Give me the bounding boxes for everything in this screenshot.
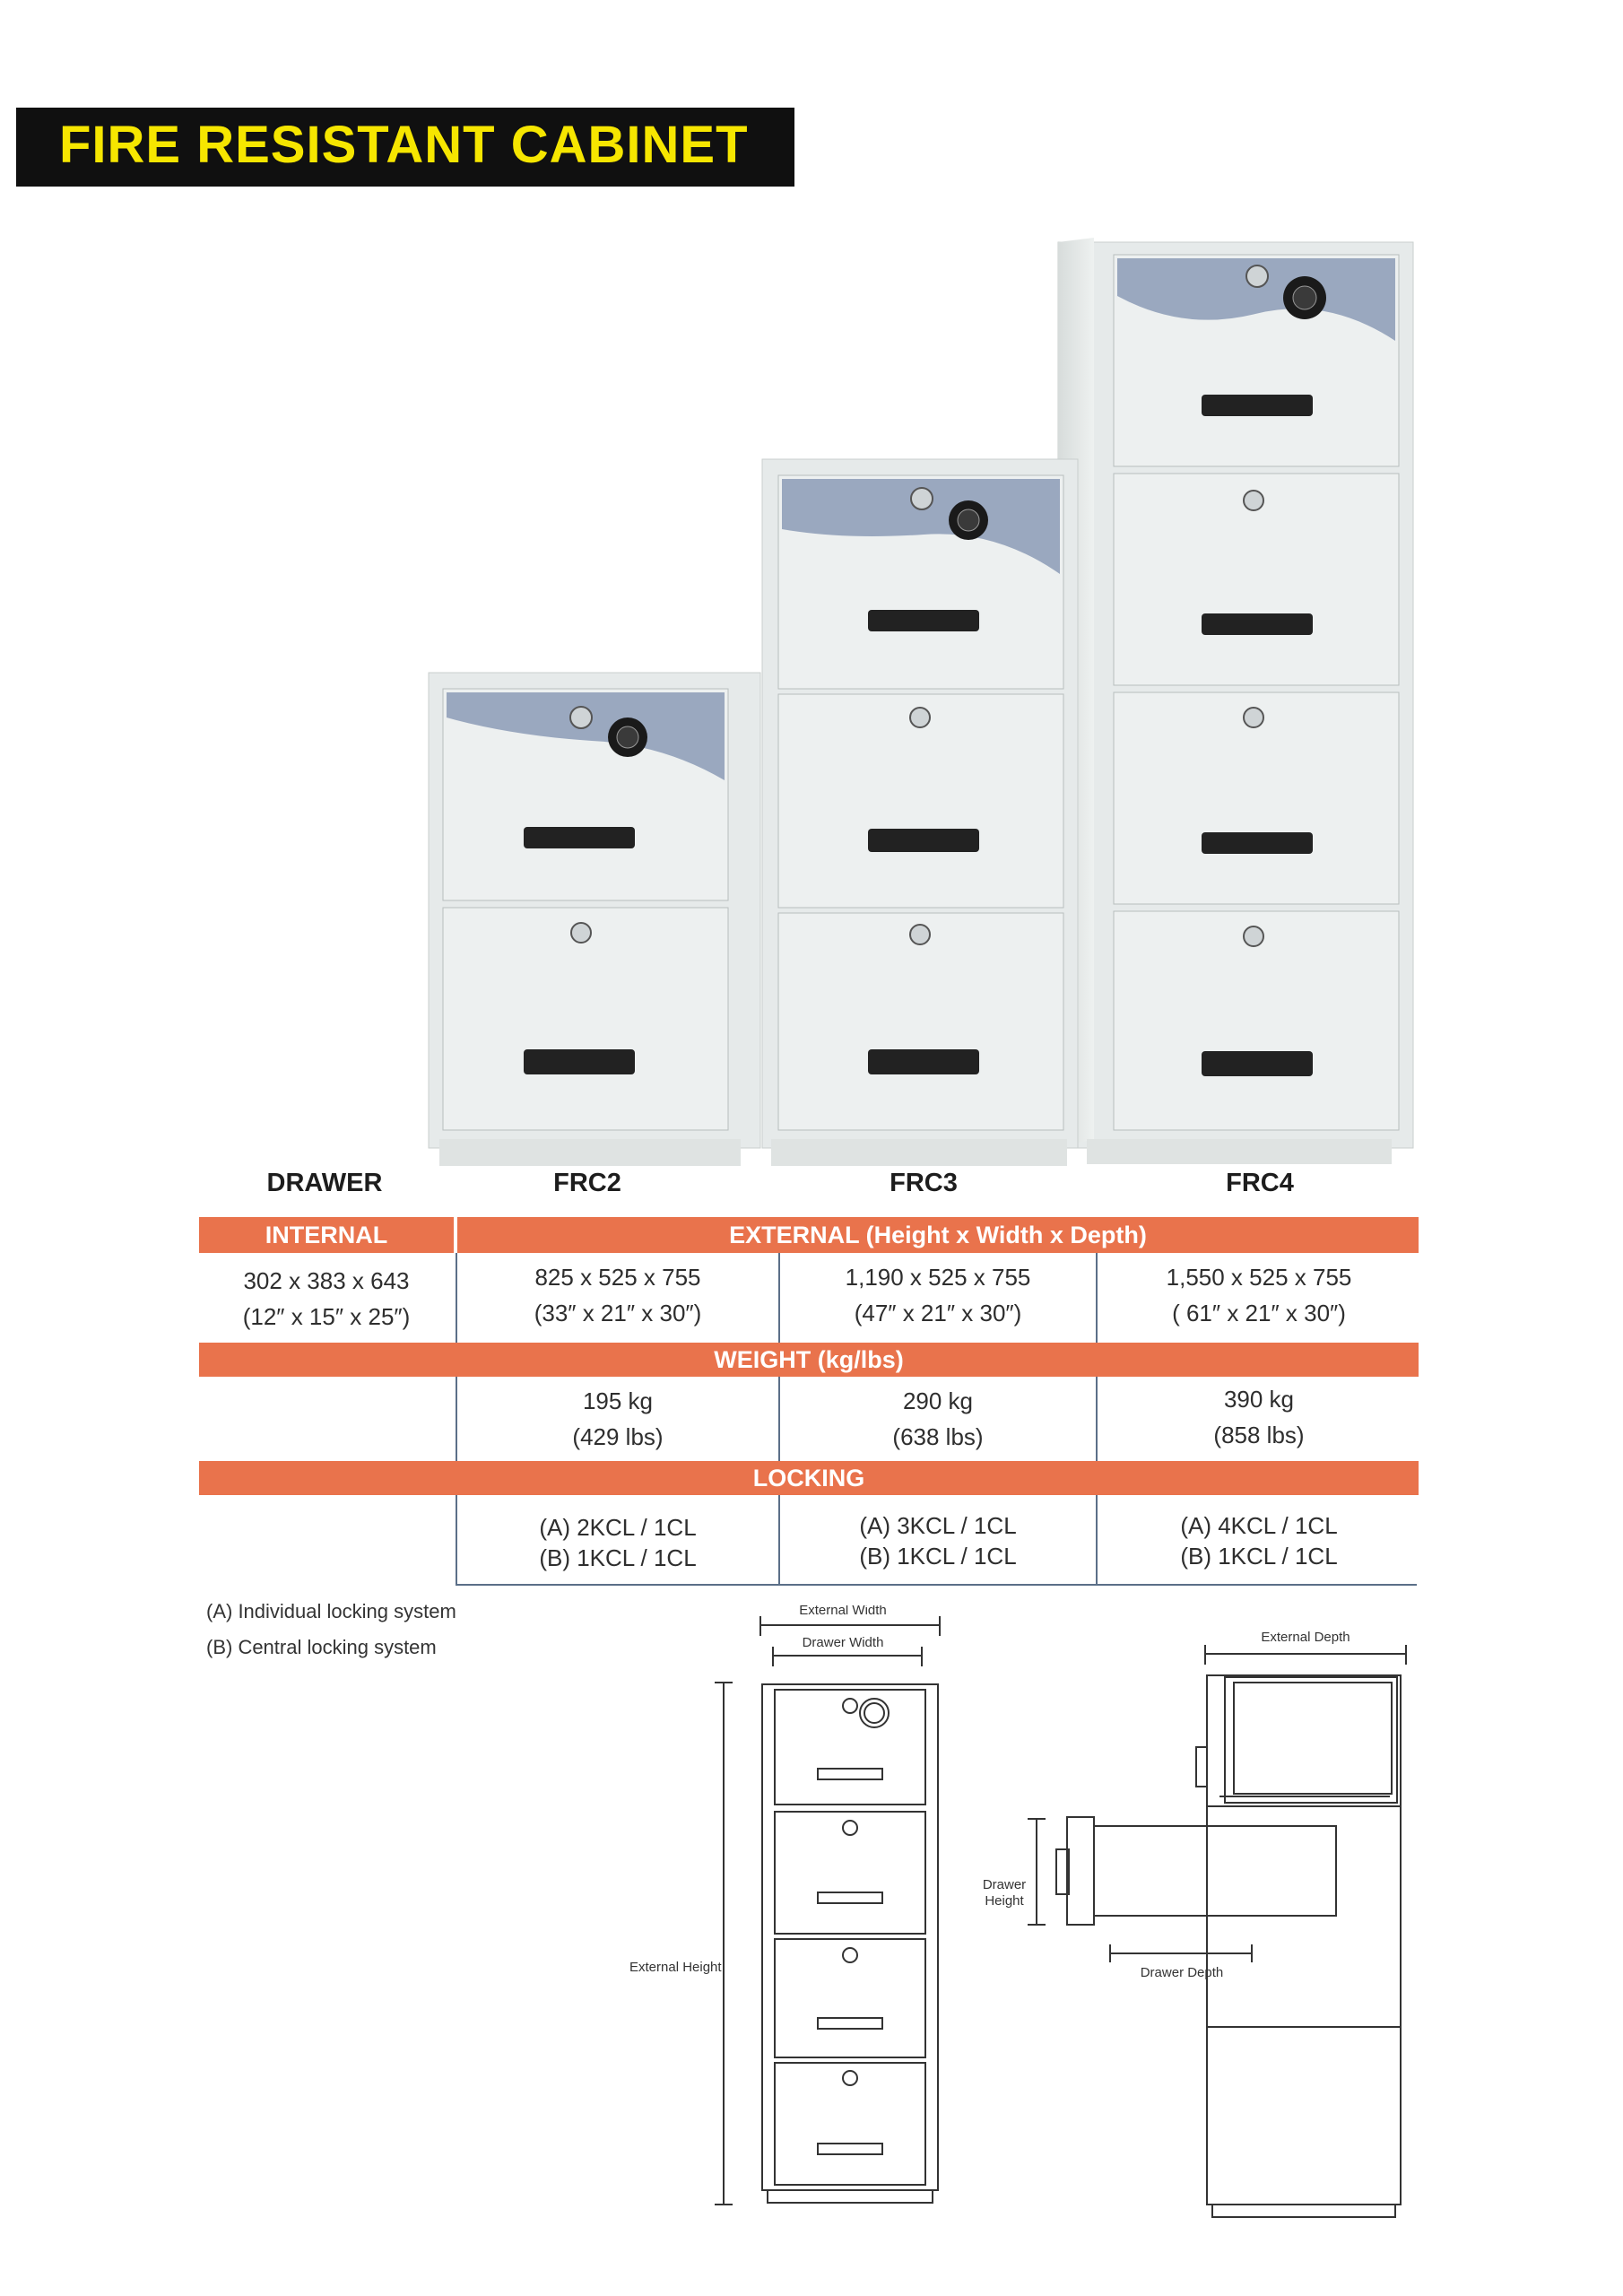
grid-vline xyxy=(456,1377,457,1461)
frc2-external-in: (33″ x 21″ x 30″) xyxy=(534,1300,702,1326)
cabinet-photos xyxy=(412,233,1426,1175)
frc4-external-cell xyxy=(1099,1259,1419,1331)
col-frc3: FRC3 xyxy=(890,1169,958,1197)
label-drawer-height-line1: Drawer xyxy=(982,1877,1027,1892)
drawer-internal-cell xyxy=(199,1263,454,1335)
locking-band: LOCKING xyxy=(199,1461,1419,1495)
cabinet-frc4-image xyxy=(1058,238,1413,1164)
grid-vline xyxy=(778,1377,780,1461)
frc2-weight-cell xyxy=(457,1383,778,1455)
frc2-locking-a: (A) 2KCL / 1CL xyxy=(539,1514,697,1541)
frc4-weight-cell xyxy=(1099,1381,1419,1453)
label-drawer-height-line2: Height xyxy=(985,1893,1024,1909)
col-frc2: FRC2 xyxy=(553,1169,621,1197)
note-a: (A) Individual locking system xyxy=(206,1600,456,1622)
label-drawer-depth: Drawer Depth xyxy=(1140,1965,1224,1980)
grid-vline xyxy=(456,1495,457,1585)
weight-band: WEIGHT (kg/lbs) xyxy=(199,1343,1419,1377)
external-band: EXTERNAL (Height x Width x Depth) xyxy=(457,1217,1419,1253)
frc4-weight-lbs: (858 lbs) xyxy=(1213,1422,1305,1448)
drawer-internal-in: (12″ x 15″ x 25″) xyxy=(242,1303,411,1330)
frc2-external-cell xyxy=(457,1259,778,1331)
page-title: FIRE RESISTANT CABINET xyxy=(59,116,749,174)
frc2-external-mm: 825 x 525 x 755 xyxy=(534,1264,701,1291)
label-external-width: External Width xyxy=(799,1605,887,1618)
label-external-depth: External Depth xyxy=(1261,1630,1350,1645)
internal-band: INTERNAL xyxy=(199,1217,454,1253)
grid-vline xyxy=(1096,1495,1098,1585)
frc3-locking-a: (A) 3KCL / 1CL xyxy=(859,1512,1017,1539)
frc4-locking-cell xyxy=(1099,1510,1419,1571)
drawer-internal-mm: 302 x 383 x 643 xyxy=(243,1267,410,1294)
frc3-locking-b: (B) 1KCL / 1CL xyxy=(859,1543,1017,1570)
frc2-weight-kg: 195 kg xyxy=(582,1387,654,1414)
frc4-locking-a: (A) 4KCL / 1CL xyxy=(1180,1512,1338,1539)
frc4-external-mm: 1,550 x 525 x 755 xyxy=(1166,1264,1352,1291)
grid-vline xyxy=(1096,1377,1098,1461)
grid-vline xyxy=(778,1495,780,1585)
col-drawer: DRAWER xyxy=(266,1169,383,1197)
frc4-locking-b: (B) 1KCL / 1CL xyxy=(1180,1543,1338,1570)
label-external-height: External Height xyxy=(629,1960,722,1975)
frc3-locking-cell xyxy=(780,1510,1096,1571)
side-view-diagram xyxy=(977,1622,1426,2231)
col-frc4: FRC4 xyxy=(1226,1169,1294,1197)
frc2-locking-cell xyxy=(457,1512,778,1573)
note-b: (B) Central locking system xyxy=(206,1636,437,1658)
grid-vline xyxy=(1096,1253,1098,1343)
front-view-diagram xyxy=(619,1605,968,2233)
frc3-weight-cell xyxy=(780,1383,1096,1455)
frc3-external-cell xyxy=(780,1259,1096,1331)
label-drawer-height xyxy=(983,1877,1026,1909)
cabinet-frc2-image xyxy=(429,673,760,1166)
frc3-weight-kg: 290 kg xyxy=(902,1387,974,1414)
frc2-weight-lbs: (429 lbs) xyxy=(572,1423,664,1450)
frc3-external-mm: 1,190 x 525 x 755 xyxy=(845,1264,1031,1291)
frc2-locking-b: (B) 1KCL / 1CL xyxy=(539,1544,697,1571)
title-banner xyxy=(16,108,794,187)
frc4-weight-kg: 390 kg xyxy=(1223,1386,1295,1413)
grid-vline xyxy=(456,1253,457,1343)
cabinet-frc3-image xyxy=(762,459,1078,1166)
table-bottom-line xyxy=(456,1584,1417,1586)
grid-vline xyxy=(778,1253,780,1343)
label-drawer-width: Drawer Width xyxy=(802,1635,884,1650)
frc3-external-in: (47″ x 21″ x 30″) xyxy=(854,1300,1022,1326)
frc4-external-in: ( 61″ x 21″ x 30″) xyxy=(1172,1300,1346,1326)
frc3-weight-lbs: (638 lbs) xyxy=(892,1423,984,1450)
